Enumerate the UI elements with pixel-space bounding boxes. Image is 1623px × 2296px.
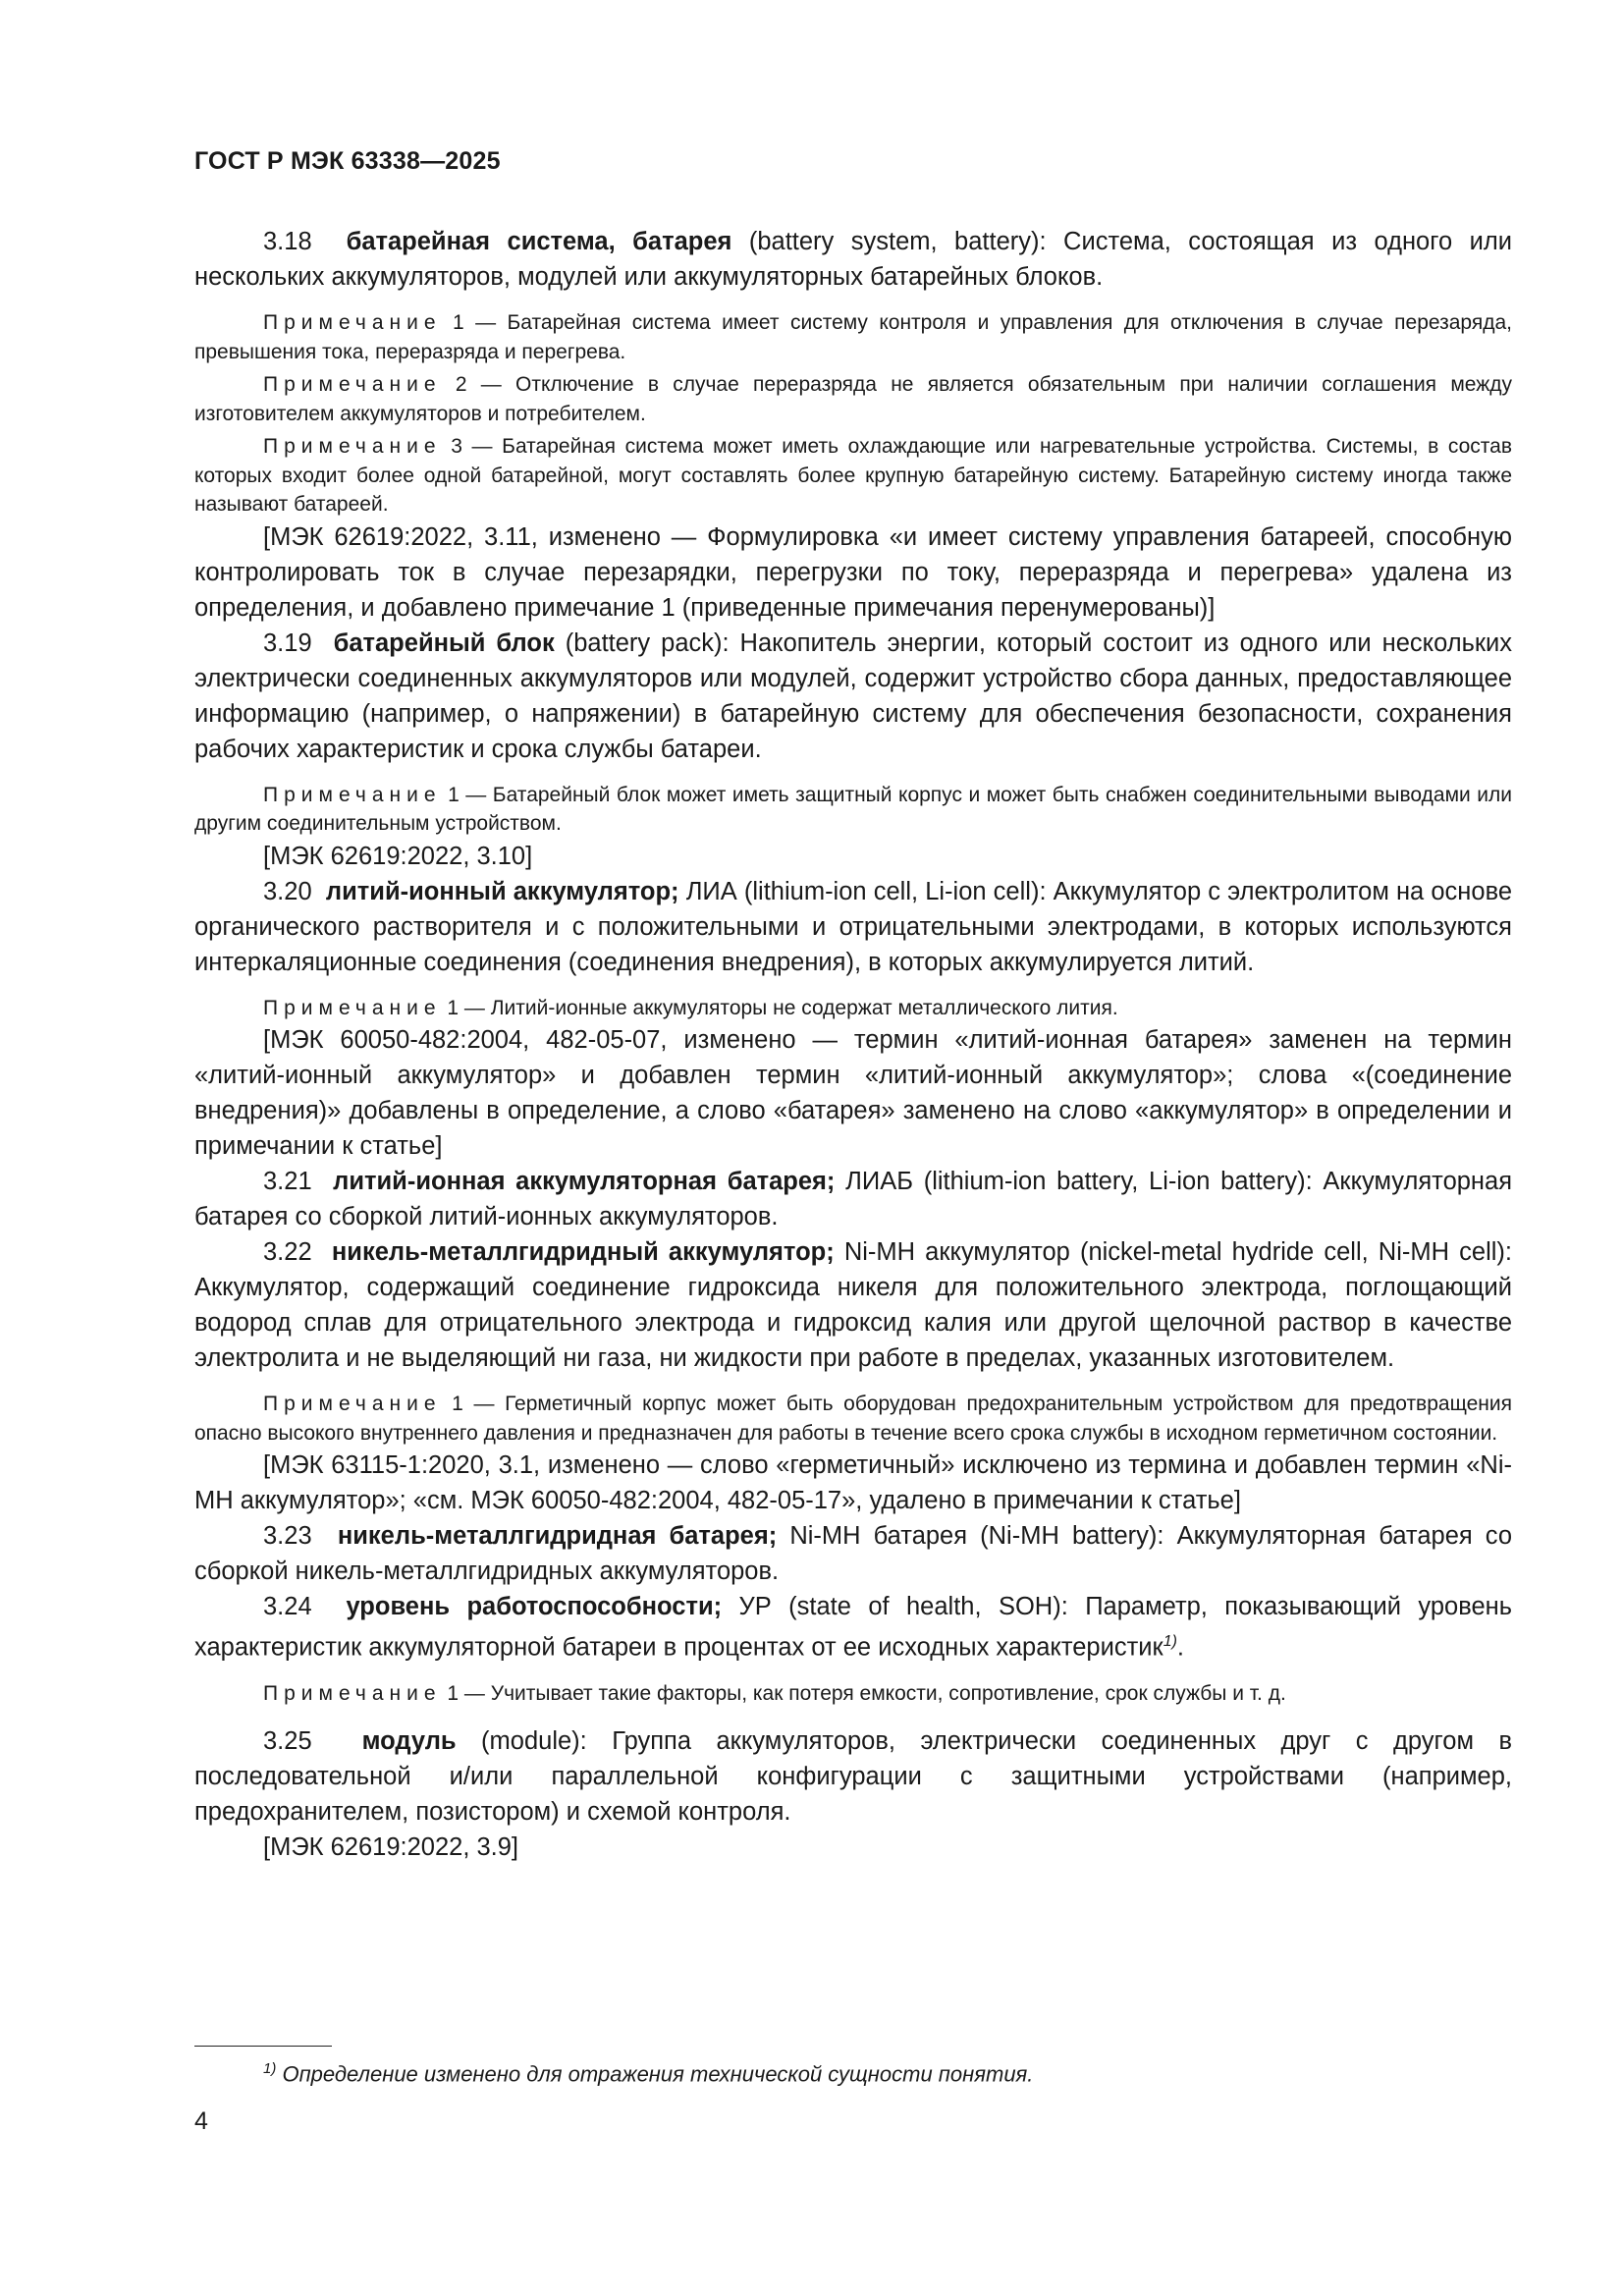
source-3-25: [МЭК 62619:2022, 3.9] — [263, 1833, 519, 1861]
source-3-18: [МЭК 62619:2022, 3.11, изменено — Формулировка «и имеет систему управления батареей, способную контролировать ток в случае перезарядки, перегрузки по току, переразряда и перегрева» удалена из определения, и добавлено примечание 1 (приведенные примечания перенумерованы)] — [194, 522, 1512, 622]
entry-number: 3.18 — [263, 228, 312, 255]
term-name: никель-металлгидридный аккумулятор; — [331, 1238, 835, 1266]
footnote-reference[interactable]: 1) — [1163, 1633, 1177, 1650]
page-content — [194, 224, 1512, 1865]
note-text: 1 — Герметичный корпус может быть оборудован предохранительным устройством для предотвращения опасно высокого внутреннего давления и предназначен для работы в течение всего срока службы в исходном герметичном состоянии. — [194, 1393, 1512, 1445]
term-name: литий-ионная аккумуляторная батарея; — [333, 1168, 836, 1195]
term-definition: ЛИА (lithium-ion cell, Li-ion cell): Аккумулятор с электролитом на основе органического растворителя и с положительными и отрицательными электродами, в которых используются интеркаляционные соединения (соединения внедрения), в которых аккумулируется литий. — [194, 877, 1513, 976]
page-number: 4 — [194, 2107, 208, 2135]
note-3-18-2 — [194, 370, 1512, 428]
note-3-24-1 — [194, 1679, 1512, 1709]
term-definition: Ni-MH батарея (Ni-MH battery): Аккумуляторная батарея со сборкой никель-металлгидридных аккумуляторов. — [194, 1522, 1512, 1585]
term-definition: ЛИАБ (lithium-ion battery, Li-ion battery): Аккумуляторная батарея со сборкой литий-ионных аккумуляторов. — [194, 1168, 1513, 1230]
note-text: 1 — Батарейная система имеет систему контроля и управления для отключения в случае перезаряда, превышения тока, переразряда и перегрева. — [194, 311, 1512, 363]
sentence-end: . — [1176, 1633, 1185, 1662]
entry-number: 3.22 — [263, 1238, 312, 1266]
note-text: 1 — Батарейный блок может иметь защитный корпус и может быть снабжен соединительными выводами или другим соединительным устройством. — [194, 783, 1512, 835]
footnote — [263, 2054, 1033, 2089]
entry-number: 3.19 — [263, 629, 312, 657]
term-entry-3-23 — [194, 1518, 1512, 1589]
footnote-text: Определение изменено для отражения технической сущности понятия. — [276, 2061, 1034, 2087]
term-name: батарейная система, батарея — [346, 228, 732, 255]
term-entry-3-25 — [194, 1723, 1512, 1830]
note-label: Примечание — [263, 783, 442, 806]
term-name: никель-металлгидридная батарея; — [337, 1522, 778, 1550]
term-definition: (battery pack): Накопитель энергии, который состоит из одного или нескольких электрически соединенных аккумуляторов или модулей, содержит устройство сбора данных, предоставляющее информацию (например, о напряжении) в батарейную систему для обеспечения безопасности, сохранения рабочих характеристик и срока службы батареи. — [194, 629, 1513, 763]
note-label: Примечание — [263, 996, 442, 1019]
note-label: Примечание — [263, 373, 442, 396]
entry-number: 3.24 — [263, 1593, 312, 1620]
term-entry-3-24 — [194, 1589, 1512, 1666]
note-label: Примечание — [263, 311, 442, 334]
note-text: 3 — Батарейная система может иметь охлаждающие или нагревательные устройства. Системы, в состав которых входит более одной батарейной, могут составлять более крупную батарейную систему. Батарейную систему иногда также называют батареей. — [194, 435, 1512, 516]
term-entry-3-19 — [194, 626, 1512, 767]
footnote-mark: 1) — [263, 2060, 277, 2077]
note-text: 1 — Литий-ионные аккумуляторы не содержат металлического лития. — [441, 996, 1118, 1019]
note-text: 2 — Отключение в случае переразряда не является обязательным при наличии соглашения между изготовителем аккумуляторов и потребителем. — [194, 373, 1512, 425]
entry-number: 3.25 — [263, 1727, 312, 1755]
term-definition: Ni-MH аккумулятор (nickel-metal hydride cell, Ni-MH cell): Аккумулятор, содержащий соединение гидроксида никеля для положительного электрода, поглощающий водород сплав для отрицательного электрода и гидроксид калия или другой щелочной раствор в качестве электролита и не выделяющий ни газа, ни жидкости при работе в пределах, указанных изготовителем. — [194, 1238, 1512, 1372]
term-entry-3-22 — [194, 1234, 1512, 1376]
term-name: батарейный блок — [333, 629, 555, 657]
source-3-20: [МЭК 60050-482:2004, 482-05-07, изменено — термин «литий-ионная батарея» заменен на термин «литий-ионный аккумулятор» и добавлен термин «литий-ионный аккумулятор»; слова «(соединение внедрения)» добавлены в определение, а слово «батарея» заменено на слово «аккумулятор» в определении и примечании к статье] — [194, 1026, 1512, 1160]
footnote-divider — [194, 2046, 332, 2047]
entry-number: 3.23 — [263, 1522, 312, 1550]
note-3-22-1 — [194, 1390, 1512, 1448]
note-label: Примечание — [263, 435, 442, 458]
term-definition: (battery system, battery): Система, состоящая из одного или нескольких аккумуляторов, модулей или аккумуляторных батарейных блоков. — [194, 228, 1512, 291]
note-3-18-3 — [194, 432, 1512, 519]
entry-number: 3.21 — [263, 1168, 312, 1195]
term-entry-3-21 — [194, 1164, 1512, 1234]
term-name: литий-ионный аккумулятор; — [325, 877, 679, 905]
document-header: ГОСТ Р МЭК 63338—2025 — [194, 147, 501, 175]
term-definition: (module): Группа аккумуляторов, электрически соединенных друг с другом в последовательной и/или параллельной конфигурации с защитными устройствами (например, предохранителем, позистором) и схемой контроля. — [194, 1727, 1513, 1826]
term-definition: УР (state of health, SOH): Параметр, показывающий уровень характеристик аккумуляторной батареи в процентах от ее исходных характеристик — [194, 1593, 1512, 1662]
entry-number: 3.20 — [263, 877, 312, 905]
term-entry-3-18 — [194, 224, 1512, 295]
note-text: 1 — Учитывает такие факторы, как потеря емкости, сопротивление, срок службы и т. д. — [441, 1681, 1286, 1705]
note-3-19-1 — [194, 781, 1512, 839]
note-3-20-1 — [194, 994, 1512, 1023]
source-3-22: [МЭК 63115-1:2020, 3.1, изменено — слово «герметичный» исключено из термина и добавлен термин «Ni-MH аккумулятор»; «см. МЭК 60050-482:2004, 482-05-17», удалено в примечании к статье] — [194, 1451, 1512, 1514]
note-label: Примечание — [263, 1393, 442, 1415]
note-3-18-1 — [194, 308, 1512, 366]
term-name: модуль — [361, 1727, 457, 1755]
source-3-19: [МЭК 62619:2022, 3.10] — [263, 842, 533, 870]
term-name: уровень работоспособности; — [346, 1593, 723, 1620]
term-entry-3-20 — [194, 874, 1512, 980]
note-label: Примечание — [263, 1681, 442, 1705]
